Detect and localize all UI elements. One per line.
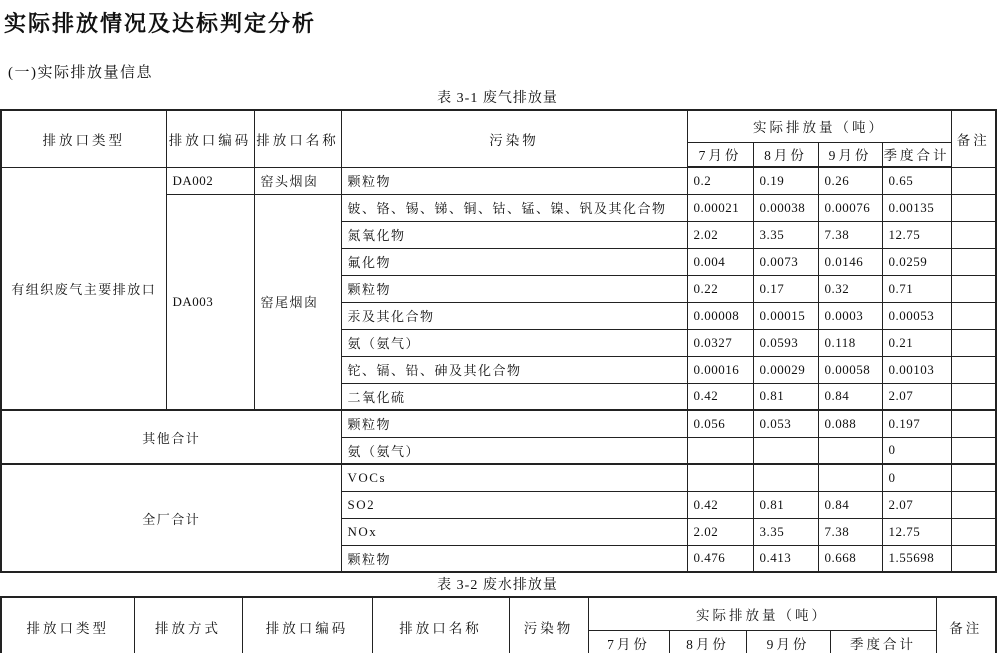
- cell-total: 0: [882, 437, 951, 464]
- th-remarks: 备注: [951, 110, 996, 167]
- cell-m8: 0.053: [753, 410, 818, 437]
- cell-m7: 0.0327: [687, 329, 753, 356]
- cell-m8: 0.0073: [753, 248, 818, 275]
- cell-total: 2.07: [882, 491, 951, 518]
- cell-pollutant: 氮氧化物: [341, 221, 687, 248]
- cell-m7: 0.2: [687, 167, 753, 194]
- cell-remark: [951, 545, 996, 572]
- cell-remark: [951, 491, 996, 518]
- cell-m8: 3.35: [753, 518, 818, 545]
- cell-pollutant: 铊、镉、铅、砷及其化合物: [341, 356, 687, 383]
- cell-outlet-type-group: 有组织废气主要排放口: [1, 167, 166, 410]
- section-heading: (一)实际排放量信息: [8, 65, 153, 81]
- cell-remark: [951, 518, 996, 545]
- cell-total: 0.197: [882, 410, 951, 437]
- cell-outlet-type-group: 全厂合计: [1, 464, 341, 572]
- cell-pollutant: 氨（氨气）: [341, 437, 687, 464]
- cell-m7: 0.22: [687, 275, 753, 302]
- cell-m9: 0.0003: [818, 302, 882, 329]
- cell-m9: 0.00058: [818, 356, 882, 383]
- cell-m9: [818, 464, 882, 491]
- cell-m9: 7.38: [818, 221, 882, 248]
- cell-m8: 0.00029: [753, 356, 818, 383]
- cell-total: 0.71: [882, 275, 951, 302]
- cell-total: 0.00135: [882, 194, 951, 221]
- cell-pollutant: 汞及其化合物: [341, 302, 687, 329]
- cell-pollutant: NOx: [341, 518, 687, 545]
- cell-total: 0.65: [882, 167, 951, 194]
- cell-pollutant: VOCs: [341, 464, 687, 491]
- cell-m8: [753, 464, 818, 491]
- th-august: 8月份: [669, 630, 746, 653]
- cell-outlet-type-group: 其他合计: [1, 410, 341, 464]
- cell-total: 12.75: [882, 518, 951, 545]
- cell-m9: 0.118: [818, 329, 882, 356]
- cell-pollutant: 氨（氨气）: [341, 329, 687, 356]
- cell-pollutant: 颗粒物: [341, 167, 687, 194]
- cell-m9: 0.00076: [818, 194, 882, 221]
- cell-m7: 0.004: [687, 248, 753, 275]
- th-outlet-code: 排放口编码: [242, 597, 372, 653]
- cell-pollutant: SO2: [341, 491, 687, 518]
- th-actual-emission: 实际排放量（吨）: [588, 597, 936, 630]
- table1-caption: 表 3-1 废气排放量: [437, 91, 558, 106]
- th-outlet-name: 排放口名称: [372, 597, 509, 653]
- cell-m7: 0.00021: [687, 194, 753, 221]
- cell-outlet-code: DA002: [166, 167, 254, 194]
- cell-total: 0.00103: [882, 356, 951, 383]
- cell-m7: [687, 464, 753, 491]
- cell-outlet-name: 窑尾烟囱: [254, 194, 341, 410]
- th-quarter-total: 季度合计: [830, 630, 936, 653]
- cell-total: 12.75: [882, 221, 951, 248]
- cell-total: 0.00053: [882, 302, 951, 329]
- cell-m9: 0.84: [818, 491, 882, 518]
- table-row: [1, 464, 996, 491]
- cell-m7: 0.00016: [687, 356, 753, 383]
- waste-gas-emission-table: [0, 109, 997, 573]
- cell-remark: [951, 437, 996, 464]
- th-outlet-type: 排放口类型: [1, 597, 134, 653]
- table-row: [1, 410, 996, 437]
- cell-remark: [951, 221, 996, 248]
- cell-remark: [951, 302, 996, 329]
- cell-m9: 0.26: [818, 167, 882, 194]
- cell-pollutant: 颗粒物: [341, 545, 687, 572]
- cell-m8: 0.81: [753, 491, 818, 518]
- cell-pollutant: 铍、铬、锡、锑、铜、钴、锰、镍、钒及其化合物: [341, 194, 687, 221]
- cell-remark: [951, 329, 996, 356]
- cell-m9: [818, 437, 882, 464]
- waste-water-emission-table: [0, 596, 997, 653]
- cell-m8: [753, 437, 818, 464]
- cell-remark: [951, 275, 996, 302]
- th-july: 7月份: [687, 142, 753, 167]
- cell-m8: 0.413: [753, 545, 818, 572]
- cell-m8: 0.81: [753, 383, 818, 410]
- cell-pollutant: 氟化物: [341, 248, 687, 275]
- cell-total: 0: [882, 464, 951, 491]
- th-outlet-name: 排放口名称: [254, 110, 341, 167]
- cell-remark: [951, 464, 996, 491]
- th-july: 7月份: [588, 630, 669, 653]
- cell-m9: 7.38: [818, 518, 882, 545]
- cell-m8: 0.00015: [753, 302, 818, 329]
- th-outlet-code: 排放口编码: [166, 110, 254, 167]
- cell-m9: 0.0146: [818, 248, 882, 275]
- cell-m7: 0.42: [687, 491, 753, 518]
- th-remarks: 备注: [936, 597, 996, 653]
- cell-m9: 0.84: [818, 383, 882, 410]
- page-title: 实际排放情况及达标判定分析: [4, 11, 317, 36]
- cell-m8: 0.0593: [753, 329, 818, 356]
- cell-m8: 3.35: [753, 221, 818, 248]
- cell-m8: 0.17: [753, 275, 818, 302]
- th-august: 8月份: [753, 142, 818, 167]
- th-pollutant: 污染物: [509, 597, 588, 653]
- cell-outlet-name: 窑头烟囱: [254, 167, 341, 194]
- th-actual-emission: 实际排放量（吨）: [687, 110, 951, 142]
- cell-remark: [951, 410, 996, 437]
- th-outlet-type: 排放口类型: [1, 110, 166, 167]
- cell-total: 0.21: [882, 329, 951, 356]
- cell-m7: 0.476: [687, 545, 753, 572]
- cell-m7: [687, 437, 753, 464]
- cell-pollutant: 颗粒物: [341, 275, 687, 302]
- th-discharge-mode: 排放方式: [134, 597, 242, 653]
- cell-remark: [951, 248, 996, 275]
- cell-remark: [951, 356, 996, 383]
- cell-m9: 0.32: [818, 275, 882, 302]
- cell-m7: 2.02: [687, 518, 753, 545]
- cell-remark: [951, 194, 996, 221]
- th-september: 9月份: [746, 630, 830, 653]
- cell-pollutant: 二氧化硫: [341, 383, 687, 410]
- cell-total: 2.07: [882, 383, 951, 410]
- cell-m7: 0.00008: [687, 302, 753, 329]
- cell-total: 1.55698: [882, 545, 951, 572]
- th-pollutant: 污染物: [341, 110, 687, 167]
- cell-m7: 2.02: [687, 221, 753, 248]
- cell-m8: 0.00038: [753, 194, 818, 221]
- cell-m7: 0.42: [687, 383, 753, 410]
- cell-m9: 0.668: [818, 545, 882, 572]
- cell-outlet-code: DA003: [166, 194, 254, 410]
- cell-total: 0.0259: [882, 248, 951, 275]
- cell-remark: [951, 383, 996, 410]
- cell-remark: [951, 167, 996, 194]
- cell-m7: 0.056: [687, 410, 753, 437]
- cell-m8: 0.19: [753, 167, 818, 194]
- cell-m9: 0.088: [818, 410, 882, 437]
- cell-pollutant: 颗粒物: [341, 410, 687, 437]
- th-quarter-total: 季度合计: [882, 142, 951, 167]
- th-september: 9月份: [818, 142, 882, 167]
- table2-caption: 表 3-2 废水排放量: [437, 578, 558, 593]
- table-row: [1, 167, 996, 194]
